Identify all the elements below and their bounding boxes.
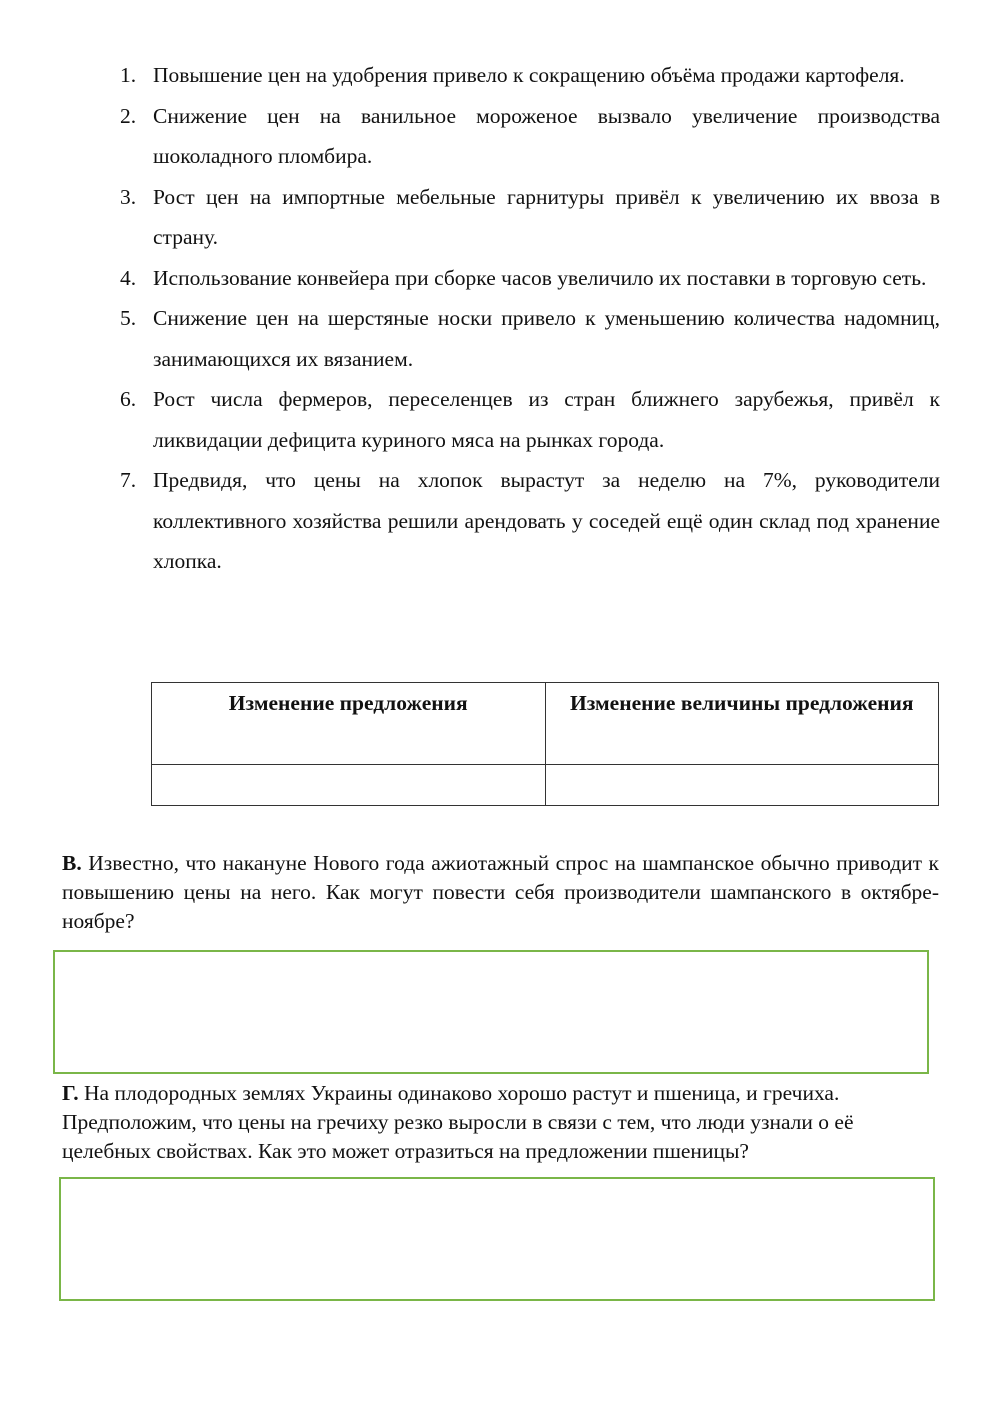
statement-text: Использование конвейера при сборке часов увеличило их поставки в торговую сеть. (153, 265, 927, 290)
answer-cell-quantity-supplied-change[interactable] (545, 765, 939, 806)
question-g (62, 1079, 939, 1166)
statement-number: 6. (120, 387, 137, 411)
statement-number: 3. (120, 184, 137, 209)
answer-box-g[interactable] (59, 1177, 935, 1301)
statement-number: 2. (120, 103, 137, 128)
header-quantity-supplied-change: Изменение величины предложения (545, 683, 939, 765)
header-supply-change: Изменение предложения (152, 683, 546, 765)
question-g-text: На плодородных землях Украины одинаково хорошо растут и пшеница, и гречиха. Предположим, что цены на гречиху резко выросли в связи с тем, что люди узнали о её целебных свойствах. Как это может отразиться на предложении пшеницы? (62, 1081, 854, 1163)
table-header-row (152, 683, 939, 765)
question-g-letter: Г. (62, 1081, 79, 1105)
statement-number: 7. (120, 468, 137, 492)
statement-item (118, 96, 940, 177)
statement-text: Снижение цен на ванильное мороженое вызвало увеличение производства шоколадного пломбира. (153, 103, 940, 168)
supply-change-table (151, 682, 939, 806)
statement-item (118, 460, 940, 582)
question-v-letter: В. (62, 851, 82, 875)
table-row (152, 765, 939, 806)
answer-box-v[interactable] (53, 950, 929, 1074)
statement-item (118, 55, 940, 96)
statement-number: 1. (120, 63, 137, 87)
statement-item (118, 379, 940, 460)
statement-text: Снижение цен на шерстяные носки привело к уменьшению количества надомниц, занимающихся их вязанием. (153, 306, 940, 371)
statement-number: 5. (120, 306, 137, 330)
statement-text: Рост числа фермеров, переселенцев из стран ближнего зарубежья, привёл к ликвидации дефицита куриного мяса на рынках города. (153, 387, 940, 452)
statement-item (118, 258, 940, 299)
question-v (62, 849, 939, 936)
statement-text: Предвидя, что цены на хлопок вырастут за неделю на 7%, руководители коллективного хозяйства решили арендовать у соседей ещё один склад под хранение хлопка. (153, 468, 940, 573)
statement-text: Повышение цен на удобрения привело к сокращению объёма продажи картофеля. (153, 63, 905, 87)
statement-item (118, 177, 940, 258)
question-v-text: Известно, что накануне Нового года ажиотажный спрос на шампанское обычно приводит к повышению цены на него. Как могут повести себя производители шампанского в октябре-ноябре? (62, 851, 940, 933)
statement-item (118, 298, 940, 379)
answer-cell-supply-change[interactable] (152, 765, 546, 806)
statements-list (118, 55, 940, 582)
statement-text: Рост цен на импортные мебельные гарнитуры привёл к увеличению их ввоза в страну. (153, 184, 940, 249)
statement-number: 4. (120, 265, 137, 290)
